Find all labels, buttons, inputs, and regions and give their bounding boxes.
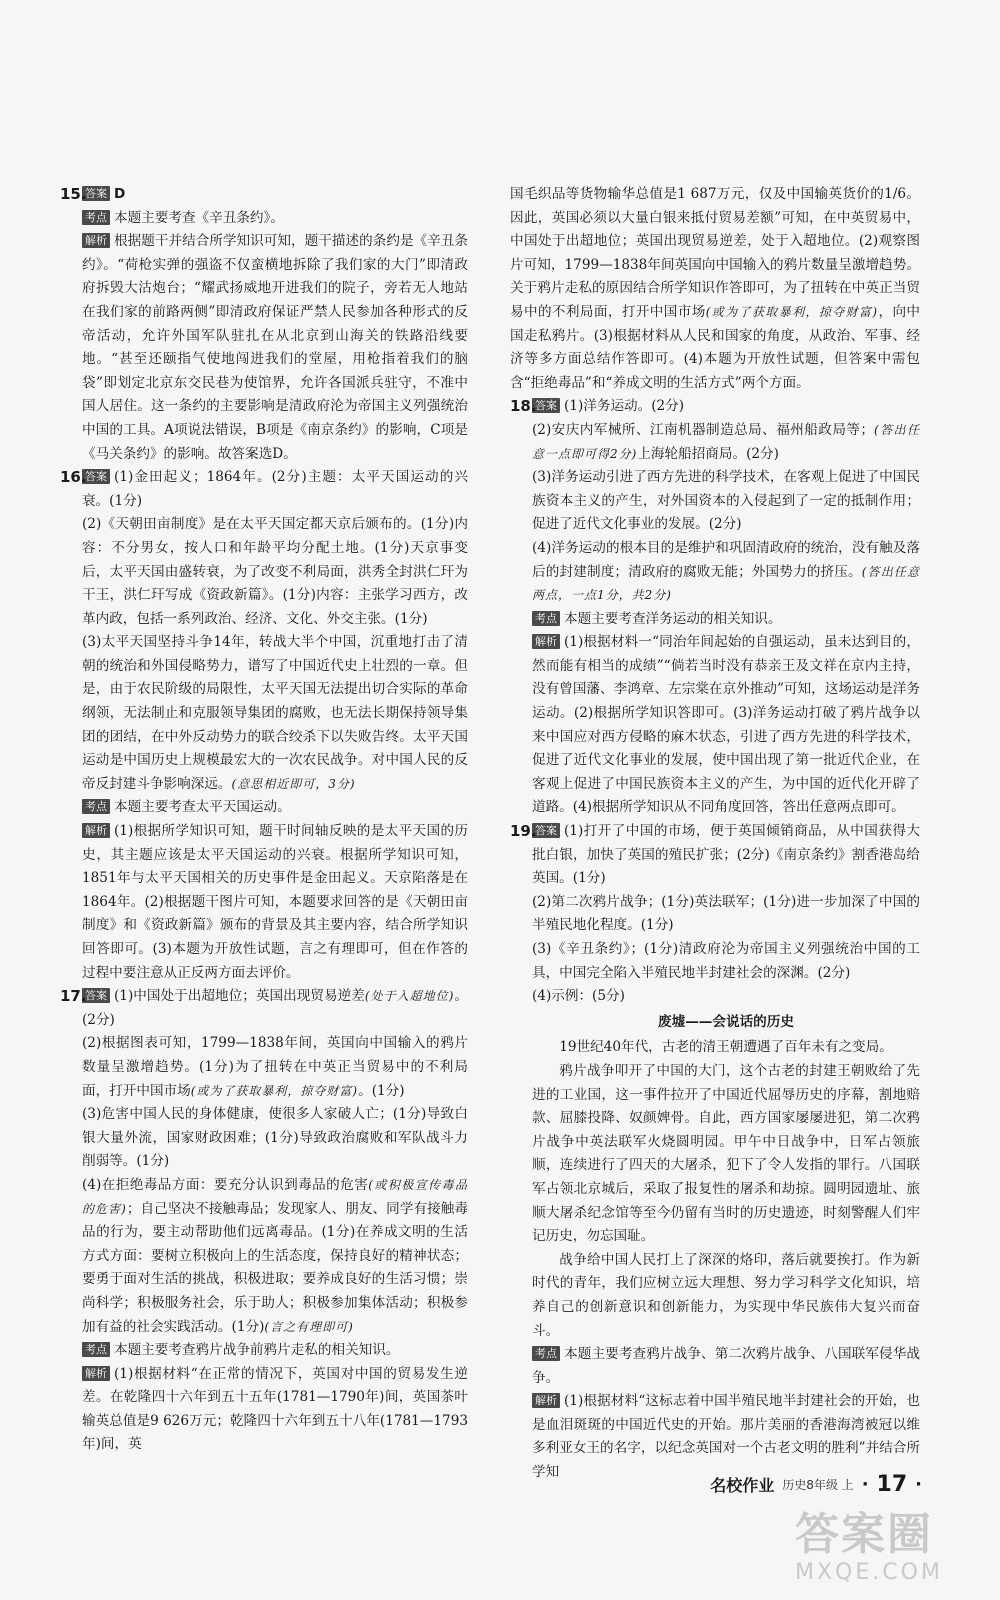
answer-part-1 [532,395,920,419]
analysis-text: (1)根据材料“这标志着中国半殖民地半封建社会的开始，也是血泪斑斑的中国近代史的开始。那片美丽的香港海湾被冠以维多利亚女王的名字，以纪念英国对一个古老文明的胜利”并结合所学知 [532,1393,920,1481]
analysis-block [82,820,468,985]
essay-paragraph-3: 战争给中国人民打上了深深的烙印，落后就要挨打。作为新时代的青年，我们应树立远大理想、努力学习科学文化知识，培养自己的创新意识和创新能力，为实现中华民族伟大复兴而奋斗。 [532,1251,920,1339]
answer-text-end: 上海轮船招商局。(2分) [637,445,779,462]
answer-part-2 [82,1032,468,1103]
answer-text: (1)中国处于出超地位；英国出现贸易逆差 [114,988,365,1005]
analysis-text: 根据题干并结合所学知识可知，题干描述的条约是《辛丑条约》。“荷枪实弹的强盗不仅蛮横地拆除了我们家的大门”即清政府拆毁大沽炮台；“耀武扬威地开进我们的院子，旁若无人地站在我们家的前路两侧”即清政府保证严禁人民参加各种形式的反帝活动，允许外国军队驻扎在从北京到山海关的铁路沿线要地。“甚至还颐指气使地闯进我们的堂屋，用枪指着我们的脑袋”即划定北京东交民巷为使馆界，允许各国派兵驻守，不准中国人居住。这一条约的主要影响是清政府沦为帝国主义列强统治中国的工具。A项说法错误，B项是《南京条约》的影响，C项是《马关条约》的影响。故答案选D。 [82,233,468,462]
answer-text-end: 。(1分) [358,1082,405,1099]
point-line [82,796,468,820]
answer-part-1 [82,466,468,513]
q17-analysis-continued [510,183,920,395]
answer-part-3: (3)洋务运动引进了西方先进的科学技术，在客观上促进了中国民族资本主义的产生，对外国资本的入侵起到了一定的抵制作用；促进了近代文化事业的发展。(2分) [532,469,920,533]
point-text: 本题主要考查《辛丑条约》。 [114,209,284,226]
question-number: 16. [60,468,87,487]
analysis-tag: 解析 [82,1366,110,1381]
answer-note: (处于入超地位) [364,989,455,1004]
answer-part-3: (3)危害中国人民的身体健康，使很多人家破人亡；(1分)导致白银大量外流，国家财政困难；(1分)导致政治腐败和军队战斗力削弱等。(1分) [82,1106,468,1170]
analysis-text: (1)根据材料一“同治年间起始的自强运动，虽未达到目的，然而能有相当的成绩”“倘若当时没有恭亲王及文祥在京内主持，没有曾国藩、李鸿章、左宗棠在京外推动”可知，这场运动是洋务运动。(2)根据所学知识答即可。(3)洋务运动打破了鸦片战争以来中国应对西方侵略的麻木状态，引进了西方先进的科学技术，促进了近代文化事业的发展，使中国出现了第一批近代企业，在客观上促进了中国民族资本主义的产生，为中国的近代化开辟了道路。(4)根据所学知识从不同角度回答，答出任意两点即可。 [532,634,920,816]
answer-text: (4)在拒绝毒品方面：要充分认识到毒品的危害 [82,1176,369,1193]
answer-text: (1)打开了中国的市场，便于英国倾销商品，从中国获得大批白银，加快了英国的殖民扩张；(2分)《南京条约》割香港岛给英国。(1分) [532,823,920,887]
answer-tag: 答案 [532,398,560,413]
answer-text-end: 。(2分) [82,988,468,1028]
point-tag: 考点 [532,611,560,626]
page-number: 17 [876,1472,908,1497]
point-text: 本题主要考查太平天国运动。 [114,799,291,816]
question-number: 19. [510,822,537,841]
question-17 [60,985,468,1457]
analysis-tag: 解析 [82,233,110,248]
essay-paragraph-2: 鸦片战争叩开了中国的大门，这个古老的封建王朝败给了先进的工业国，这一事件拉开了中国近代屈辱历史的序幕，割地赔款、屈膝投降、奴颜婢骨。自此，西方国家屡屡进犯，第二次鸦片战争中英法联军火烧圆明园。甲午中日战争中，日军占领旅顺，连续进行了四天的大屠杀，犯下了令人发指的罪行。八国联军占领北京城后，采取了报复性的屠杀和劫掠。圆明园遗址、旅顺大屠杀纪念馆等至今仍留有当时的历史遗迹，时刻警醒人们牢记历史，勿忘国耻。 [532,1062,920,1245]
question-15 [60,183,468,466]
point-line [82,207,468,231]
answer-text: (2)安庆内军械所、江南机器制造总局、福州船政局等； [532,421,874,438]
analysis-block [532,1390,920,1484]
analysis-text: (1)根据所学知识可知，题干时间轴反映的是太平天国的历史，其主题应该是太平天国运动的兴衰。根据所学知识可知，1851年与太平天国相关的历史事件是金田起义。天京陷落是在1864年。(2)根据题干图片可知，本题要求回答的是《天朝田亩制度》和《资政新篇》颁布的背景及其主要内容，结合所学知识回答即可。(3)本题为开放性试题，言之有理即可，但在作答的过程中要注意从正反两方面去评价。 [82,823,468,981]
footer-brand: 名校作业 [710,1476,775,1495]
answer-part-4: (4)示例：(5分) [532,988,625,1005]
answer-part-4 [82,1174,468,1339]
question-number: 17. [60,987,87,1006]
answer-note: (意思相近即可，3分) [231,776,356,791]
point-line [532,1343,920,1390]
answer-line [82,183,468,207]
point-text: 本题主要考查鸦片战争、第二次鸦片战争、八国联军侵华战争。 [532,1346,920,1386]
answer-part-1 [82,985,468,1032]
answer-tag: 答案 [82,186,110,201]
left-column [60,183,468,1457]
point-text: 本题主要考查洋务运动的相关知识。 [564,610,782,627]
analysis-note: (或为了获取暴利，掠夺财富) [705,304,879,319]
point-tag: 考点 [82,1342,110,1357]
point-tag: 考点 [532,1346,560,1361]
point-text: 本题主要考查鸦片战争前鸦片走私的相关知识。 [114,1342,400,1359]
analysis-block [82,230,468,466]
answer-note: (答出任意一点即可得2分) [532,422,920,461]
answer-note: (答出任意两点，一点1分，共2分) [532,564,920,603]
answer-part-2: (2)第二次鸦片战争；(1分)英法联军；(1分)进一步加深了中国的半殖民地化程度。(1分) [532,893,920,934]
answer-text: (1)金田起义；1864年。(2分)主题：太平天国运动的兴衰。(1分) [82,469,468,509]
analysis-text: 国毛织品等货物输华总值是1 687万元，仅及中国输英货价的1/6。因此，英国必须以大量白银来抵付贸易差额”可知，在中英贸易中，中国处于出超地位；英国出现贸易逆差，处于入超地位。(2)观察图片可知，1799—1838年间英国向中国输入的鸦片数量呈激增趋势。关于鸦片走私的原因结合所学知识作答即可，为了扭转在中英正当贸易中的不利局面，打开中国市场 [510,186,920,320]
question-19 [510,820,920,1485]
answer-text: (4)洋务运动的根本目的是维护和巩固清政府的统治，没有触及落后的封建制度；清政府的腐败无能；外国势力的挤压。 [532,539,920,580]
answer-part-2: (2)《天朝田亩制度》是在太平天国定都天京后颁布的。(1分)内容：不分男女，按人口和年龄平均分配土地。(1分)天京事变后，太平天国由盛转衰，为了改变不利局面，洪秀全封洪仁玕为干王，洪仁玕写成《资政新篇》。(1分)内容：主张学习西方，改革内政，包括一系列政治、经济、文化、外交主张。(1分) [82,516,468,627]
answer-text: D [114,186,126,202]
answer-text-cont: ；自己坚决不接触毒品；发现家人、朋友、同学有接触毒品的行为，要主动帮助他们远离毒品。(1分)在养成文明的生活方式方面：要树立积极向上的生活态度，保持良好的精神状态；要勇于面对生活的挑战，积极进取；要养成良好的生活习惯；崇尚科学；积极服务社会，乐于助人；积极参加集体活动；积极参加有益的社会实践活动。(1分) [82,1200,469,1335]
point-line [532,608,920,632]
point-line [82,1339,468,1363]
right-column [510,183,920,1485]
point-tag: 考点 [82,210,110,225]
essay-title: 废墟——会说话的历史 [658,1013,794,1030]
footer-subject: 历史8年级 上 [782,1478,854,1492]
answer-tag: 答案 [82,469,110,484]
footer-dot: · [915,1474,922,1495]
answer-tag: 答案 [82,988,110,1003]
answer-part-2 [532,419,920,466]
answer-part-3: (3)《辛丑条约》；(1分)清政府沦为帝国主义列强统治中国的工具，中国完全陷入半殖民地半封建社会的深渊。(2分) [532,941,920,981]
watermark-logo [795,1510,970,1590]
answer-text: (2)根据图表可知，1799—1838年间，英国向中国输入的鸦片数量呈激增趋势。(1分)为了扭转在中英正当贸易中的不利局面，打开中国市场 [82,1035,468,1099]
analysis-tag: 解析 [82,823,110,838]
answer-part-3 [82,631,468,796]
answer-text: (3)太平天国坚持斗争14年，转战大半个中国，沉重地打击了清朝的统治和外国侵略势力，谱写了中国近代史上壮烈的一章。但是，由于农民阶级的局限性，太平天国无法提出切合实际的革命纲领，无法制止和克服领导集团的腐败，也无法长期保持领导集团的团结，在中外反动势力的联合绞杀下以失败告终。太平天国运动是中国历史上规模最宏大的一次农民战争。对中国人民的反帝反封建斗争影响深远。 [82,634,468,792]
page-footer [710,1472,922,1497]
answer-text: (1)洋务运动。(2分) [564,398,685,415]
analysis-tag: 解析 [532,634,560,649]
analysis-text-end: ，向中国走私鸦片。(3)根据材料从人民和国家的角度，从政治、军事、经济等多方面总结作答即可。(4)本题为开放性试题，但答案中需包含“拒绝毒品”和“养成文明的生活方式”两个方面。 [510,303,921,391]
watermark-logo-mark: 答案圈 [795,1509,933,1560]
answer-part-4 [532,537,920,608]
answer-note: (或为了获取暴利，掠夺财富) [190,1083,359,1098]
answer-note: (或积极宣传毒品的危害) [82,1177,468,1216]
footer-dot: · [861,1474,869,1495]
question-18 [510,395,920,820]
answer-tag: 答案 [532,823,560,838]
analysis-block [82,1363,468,1457]
analysis-text: (1)根据材料“在正常的情况下，英国对中国的贸易发生逆差。在乾隆四十六年到五十五年(1781—1790年)间，英国茶叶输英总值是9 626万元；乾隆四十六年到五十八年(1781—1793年)间，英 [82,1365,468,1453]
watermark-logo-url: MXQE.COM [795,1560,943,1585]
answer-part-1 [532,820,920,891]
analysis-block [532,631,920,820]
analysis-tag: 解析 [532,1393,560,1408]
question-16 [60,466,468,985]
question-number: 15. [60,185,87,203]
question-number: 18. [510,397,537,416]
essay-paragraph-1: 19世纪40年代，古老的清王朝遭遇了百年未有之变局。 [559,1039,893,1056]
answer-note-2: (言之有理即可) [264,1319,354,1334]
point-tag: 考点 [82,799,110,814]
